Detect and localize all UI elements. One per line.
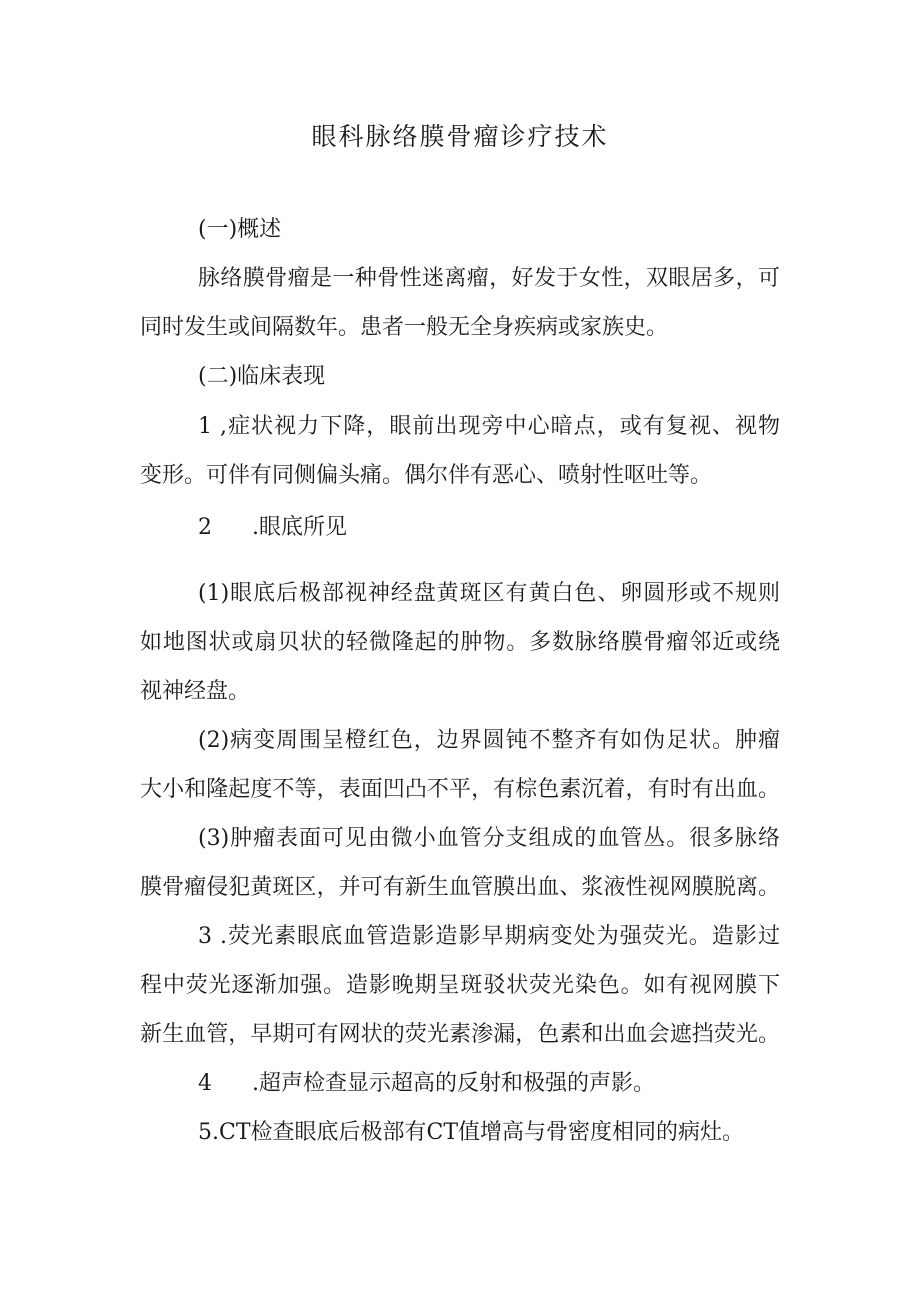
list-item-heading (198, 511, 780, 545)
paragraph-line: (3)肿瘤表面可见由微小血管分支组成的血管丛。很多脉络 (198, 826, 780, 851)
paragraph-line: 如地图状或扇贝状的轻微隆起的肿物。多数脉络膜骨瘤邻近或绕 (140, 630, 780, 655)
section-heading-overview: (一)概述 (198, 217, 282, 242)
paragraph-line: 新生血管，早期可有网状的荧光素渗漏，色素和出血会遮挡荧光。 (140, 1022, 780, 1047)
paragraph-line: 5.CT检查眼底后极部有CT值增高与骨密度相同的病灶。 (198, 1120, 745, 1145)
list-number: 4 (198, 1071, 212, 1096)
paragraph-line: 膜骨瘤侵犯黄斑区，并可有新生血管膜出血、浆液性视网膜脱离。 (140, 875, 780, 900)
list-item-heading (198, 1067, 780, 1101)
list-number: 2 (198, 515, 212, 540)
list-item-text: .超声检查显示超高的反射和极强的声影。 (252, 1071, 655, 1096)
paragraph-line: 脉络膜骨瘤是一种骨性迷离瘤，好发于女性，双眼居多，可 (198, 266, 780, 291)
document-title: 眼科脉络膜骨瘤诊疗技术 (311, 122, 609, 151)
paragraph-line: 程中荧光逐渐加强。造影晚期呈斑驳状荧光染色。如有视网膜下 (140, 973, 780, 998)
paragraph-line: 同时发生或间隔数年。患者一般无全身疾病或家族史。 (140, 315, 669, 340)
paragraph-line: 大小和隆起度不等，表面凹凸不平，有棕色素沉着，有时有出血。 (140, 777, 780, 802)
paragraph-line: 3 .荧光素眼底血管造影造影早期病变处为强荧光。造影过 (198, 924, 780, 949)
paragraph-line: (2)病变周围呈橙红色，边界圆钝不整齐有如伪足状。肿瘤 (198, 728, 780, 753)
paragraph-line: 1 ,症状视力下降，眼前出现旁中心暗点，或有复视、视物 (198, 414, 780, 439)
section-heading-clinical: (二)临床表现 (198, 364, 326, 389)
list-heading-text: .眼底所见 (252, 515, 347, 540)
paragraph-line: (1)眼底后极部视神经盘黄斑区有黄白色、卵圆形或不规则 (198, 581, 780, 606)
paragraph-line: 视神经盘。 (140, 679, 251, 704)
paragraph-line: 变形。可伴有同侧偏头痛。偶尔伴有恶心、喷射性呕吐等。 (140, 463, 713, 488)
